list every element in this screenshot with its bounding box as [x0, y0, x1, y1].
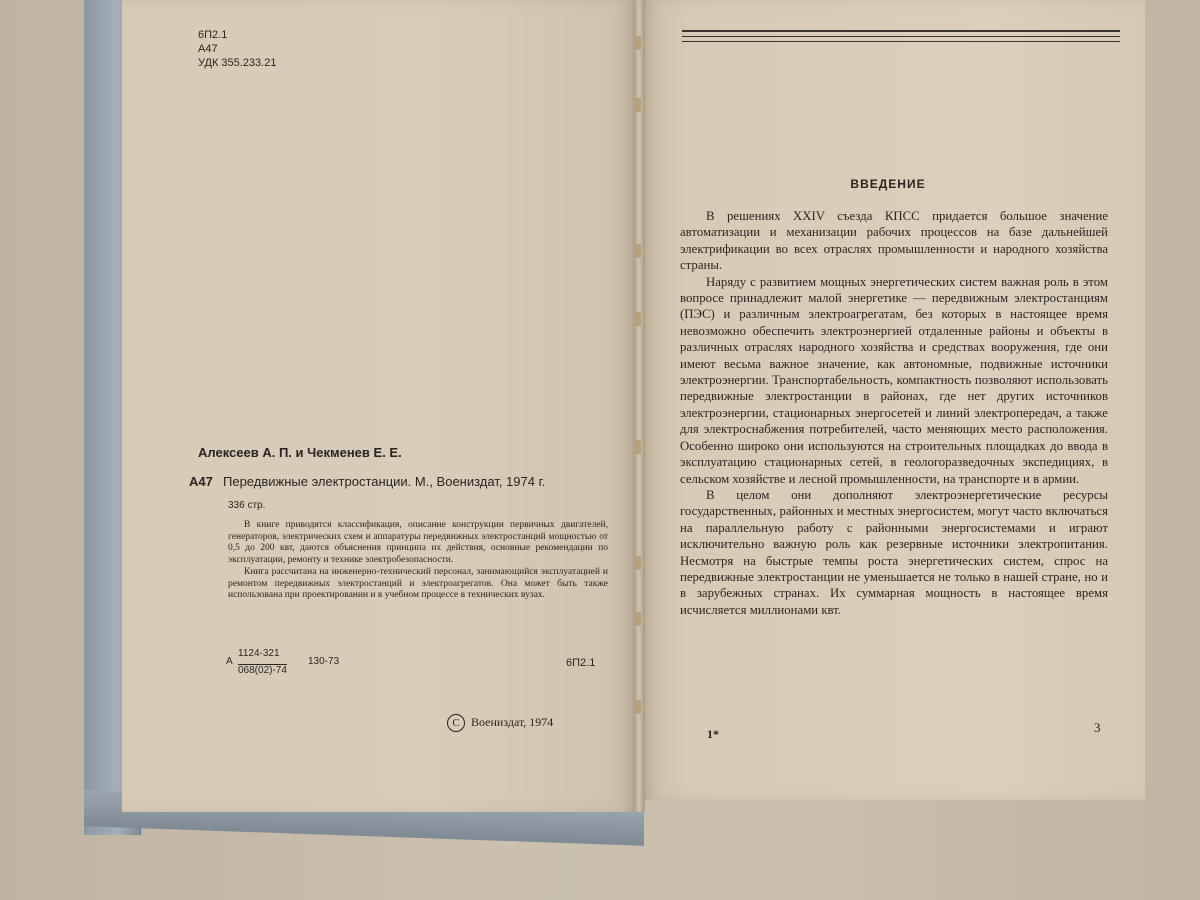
signature-mark: 1* [707, 727, 719, 741]
rule-line [682, 41, 1120, 42]
annotation-paragraph: В книге приводятся классификация, описание конструкции первичных двигателей, генераторов, электрических схем и аппаратуры передвижных электростанций мощностью от 0,5 до 200 квт, даются объяснения принципа их действия, основные рекомендации по эксплуатации, ремонту и технике электробезопасности. [228, 520, 608, 565]
paragraph: В целом они дополняют электроэнергетические ресурсы государственных, районных и местных энергосистем, могут часто включаться на параллельную работу с районными энергосистемами и играют исключительно важную роль как резервные источники электропитания. Несмотря на быстрые темпы роста энергетических систем, спрос на передвижные электростанции не уменьшается не только в нашей стране, но и в зарубежных странах. Их суммарная мощность в настоящее время исчисляется миллионами квт. [680, 487, 1108, 617]
copyright [447, 714, 553, 732]
header-rules [682, 30, 1120, 46]
udc-code: УДК 355.233.21 [198, 57, 277, 69]
title-line [189, 474, 545, 489]
binding-stitch [635, 700, 641, 714]
copyright-text: Воениздат, 1974 [471, 715, 554, 729]
fraction-suffix: 130-73 [308, 656, 340, 667]
binding-stitch [635, 556, 641, 570]
paragraph: Наряду с развитием мощных энергетических систем важная роль в этом вопросе принадлежит малой энергетике — передвижным электростанциям (ПЭС) и различным электроагрегатам, без которых в настоящее время невозможно обеспечить электроэнергией отдаленные районы и объекты в различных отраслях народного хозяйства и средствах вооружения, где они имеют весьма важное значение, как автономные, подвижные источники электроэнергии. Транспортабельность, компактность позволяют использовать передвижные электростанции в районах, где нет других источников электроэнергии, стационарных энергосетей и линий электропередач, а также для электроснабжения потребителей, часто меняющих место расположения. Особенно широко они используются на строительных площадках до ввода в эксплуатацию стационарных сетей, в геологоразведочных экспедициях, в сельском хозяйстве и лесной промышленности, на транспорте и в армии. [680, 274, 1108, 486]
page-number: 3 [1094, 720, 1101, 735]
rule-line [682, 30, 1120, 32]
book-title: Передвижные электростанции. М., Воениздат, 1974 г. [223, 474, 546, 489]
fraction-denominator: 068(02)-74 [238, 665, 287, 676]
page-count: 336 стр. [228, 500, 266, 511]
binding-stitch [635, 312, 641, 326]
binding-stitch [635, 98, 641, 112]
book-spine [633, 0, 645, 812]
binding-stitch [635, 244, 641, 258]
copyright-icon: C [447, 714, 465, 732]
bibliographic-record [198, 445, 618, 460]
binding-stitch [635, 440, 641, 454]
annotation [228, 520, 608, 603]
fraction-numerator: 1124-321 [238, 648, 280, 659]
left-page [122, 0, 640, 812]
chapter-heading: ВВЕДЕНИЕ [850, 177, 926, 191]
rule-line [682, 36, 1120, 37]
author-mark: А47 [198, 43, 218, 55]
authors: Алексеев А. П. и Чекменев Е. Е. [198, 445, 402, 460]
classification-codes [198, 28, 276, 70]
bbk-code: 6П2.1 [198, 29, 228, 41]
fraction-prefix: А [226, 656, 233, 667]
introduction-text [680, 208, 1108, 618]
paragraph: В решениях XXIV съезда КПСС придается большое значение автоматизации и механизации рабочих процессов на базе дальнейшей электрификации во всех отраслях промышленности и народного хозяйства страны. [680, 209, 1108, 273]
bbk-code-bottom: 6П2.1 [566, 657, 596, 669]
binding-stitch [635, 36, 641, 50]
annotation-paragraph: Книга рассчитана на инженерно-технический персонал, занимающийся эксплуатацией и ремонтом передвижных электростанций и электроагрегатов. Она может быть также использована при проектировании и в учебном процессе в технических вузах. [228, 567, 608, 600]
binding-stitch [635, 612, 641, 626]
index-mark: А47 [189, 474, 213, 489]
